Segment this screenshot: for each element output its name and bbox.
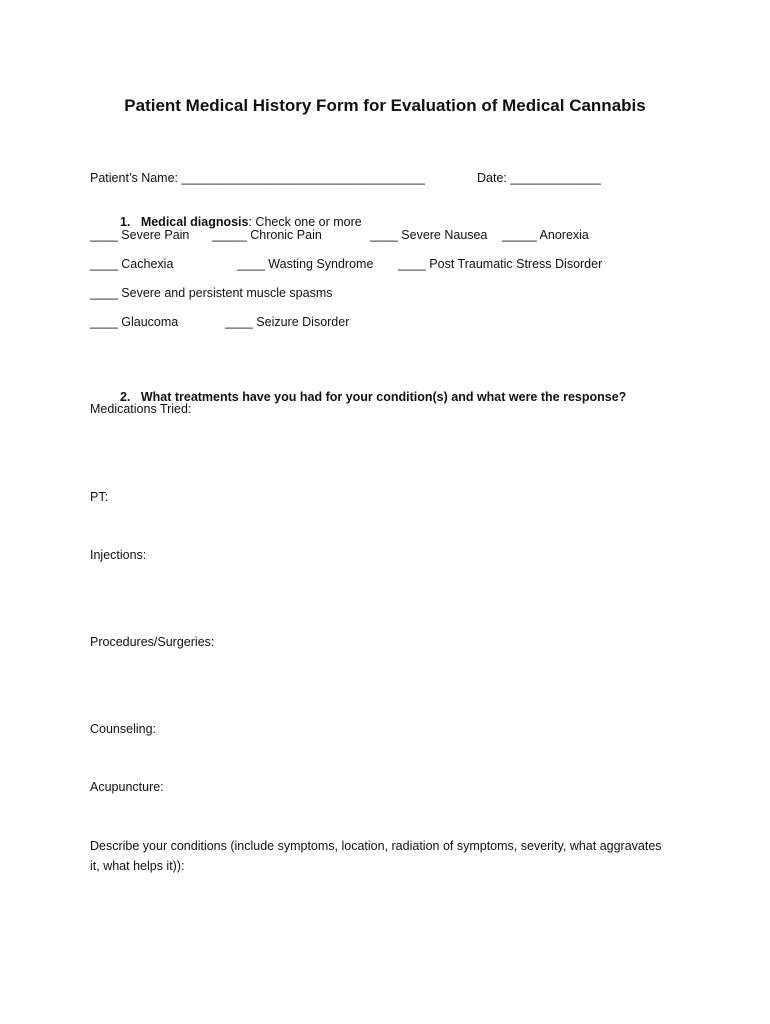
acupuncture-label[interactable]: Acupuncture:	[90, 780, 164, 794]
procedures-surgeries-label[interactable]: Procedures/Surgeries:	[90, 635, 215, 649]
date-field[interactable]: Date: _____________	[477, 171, 601, 185]
counseling-label[interactable]: Counseling:	[90, 722, 157, 736]
describe-conditions-label[interactable]: Describe your conditions (include symptoms, location, radiation of symptoms, severity, what aggravates	[90, 839, 662, 853]
option-anorexia[interactable]: _____ Anorexia	[502, 228, 589, 242]
option-chronic-pain[interactable]: _____ Chronic Pain	[212, 228, 322, 242]
section1-title: Medical diagnosis	[140, 215, 249, 229]
medications-tried-label[interactable]: Medications Tried:	[90, 402, 192, 416]
option-severe-pain[interactable]: ____ Severe Pain	[90, 228, 190, 242]
option-seizure-disorder[interactable]: ____ Seizure Disorder	[225, 315, 350, 329]
describe-conditions-label-continued: it, what helps it)):	[90, 859, 185, 873]
section1-heading	[113, 198, 362, 230]
section2-number: 2.	[119, 390, 131, 404]
patient-name-field[interactable]: Patient’s Name: ___________________________________	[90, 171, 425, 185]
option-ptsd[interactable]: ____ Post Traumatic Stress Disorder	[398, 257, 603, 271]
option-glaucoma[interactable]: ____ Glaucoma	[90, 315, 179, 329]
option-wasting-syndrome[interactable]: ____ Wasting Syndrome	[237, 257, 374, 271]
section2-title: What treatments have you had for your condition(s) and what were the response?	[140, 390, 627, 404]
injections-label[interactable]: Injections:	[90, 548, 147, 562]
form-title: Patient Medical History Form for Evaluation of Medical Cannabis	[124, 96, 646, 115]
option-muscle-spasms[interactable]: ____ Severe and persistent muscle spasms	[90, 286, 333, 300]
pt-label[interactable]: PT:	[90, 490, 109, 504]
option-severe-nausea[interactable]: ____ Severe Nausea	[370, 228, 488, 242]
section1-instruction: : Check one or more	[248, 215, 362, 229]
section1-number: 1.	[119, 215, 131, 229]
option-cachexia[interactable]: ____ Cachexia	[90, 257, 174, 271]
